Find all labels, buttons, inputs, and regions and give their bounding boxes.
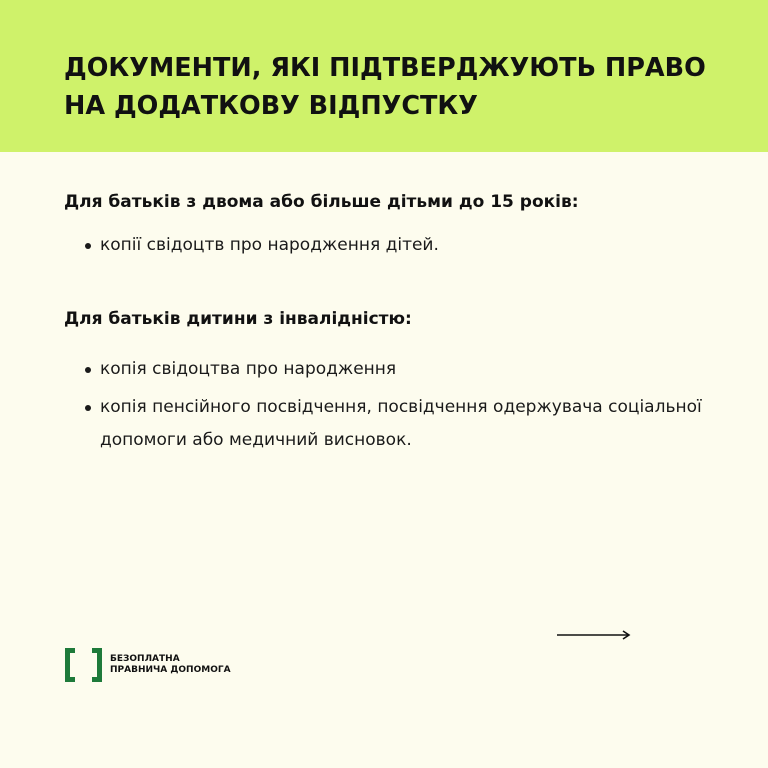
list-item [64, 391, 714, 457]
list-item [64, 353, 714, 386]
list-item-text: копії свідоцтв про народження дітей. [100, 235, 439, 255]
title-line-2: НА ДОДАТКОВУ ВІДПУСТКУ [64, 91, 478, 121]
arrow-right-icon[interactable] [557, 628, 631, 642]
title-line-1: ДОКУМЕНТИ, ЯКІ ПІДТВЕРДЖУЮТЬ ПРАВО [64, 53, 706, 83]
right-bracket-icon [92, 648, 102, 682]
list-item-text: копія пенсійного посвідчення, посвідчення одержувача соціальної допомоги або медичний висновок. [100, 397, 702, 450]
document-list-disability [64, 353, 714, 457]
bullet-icon [85, 243, 91, 249]
left-bracket-icon [65, 648, 75, 682]
bullet-icon [85, 367, 91, 373]
logo-line-2: ПРАВНИЧА ДОПОМОГА [110, 665, 231, 675]
logo-wordmark [110, 654, 231, 676]
section-heading-two-children: Для батьків з двома або більше дітьми до 15 років: [64, 192, 579, 212]
page-title [64, 49, 724, 125]
logo-line-1: БЕЗОПЛАТНА [110, 654, 180, 664]
header-banner [0, 0, 768, 152]
document-list-two-children [64, 229, 714, 262]
list-item [64, 229, 714, 262]
section-heading-disability: Для батьків дитини з інвалідністю: [64, 309, 412, 329]
list-item-text: копія свідоцтва про народження [100, 359, 397, 379]
bullet-icon [85, 405, 91, 411]
